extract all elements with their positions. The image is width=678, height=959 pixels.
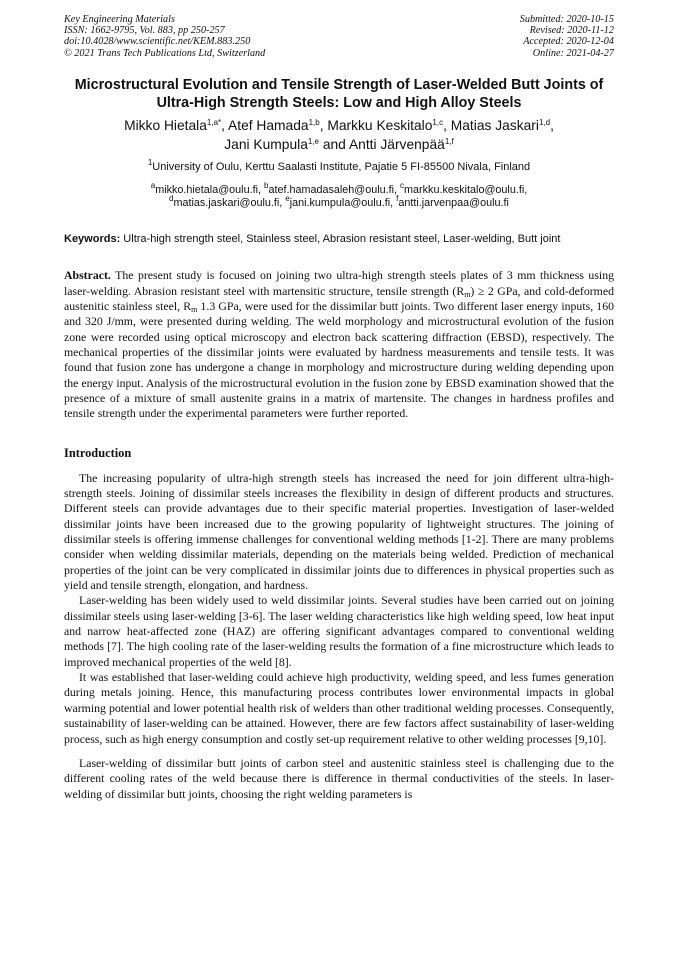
copyright-line: © 2021 Trans Tech Publications Ltd, Switzerland xyxy=(64,47,266,59)
publication-info xyxy=(64,14,265,59)
abstract-text: The present study is focused on joining two ultra-high strength steels plates of 3 mm thickness using laser-welding. Abrasion resistant steel with martensitic structure, tensile strength (R xyxy=(64,268,614,298)
author-separator: , xyxy=(319,117,328,133)
introduction-body xyxy=(64,471,614,802)
email-mark: c xyxy=(400,180,405,190)
abstract xyxy=(64,268,614,421)
doi-line: doi:10.4028/www.scientific.net/KEM.883.250 xyxy=(64,36,251,48)
email-mark: d xyxy=(169,194,174,204)
author-name: Jani Kumpula xyxy=(224,136,308,152)
email-address: antti.jarvenpaa@oulu.fi xyxy=(398,197,509,210)
affiliation-text: University of Oulu, Kerttu Saalasti Institute, Pajatie 5 FI-85500 Nivala, Finland xyxy=(152,160,531,173)
revised-date: Revised: 2020-11-12 xyxy=(529,25,614,37)
body-paragraph: It was established that laser-welding could achieve high productivity, welding speed, and less fumes generation during metals joining. Hence, this manufacturing process contributes lower environmental impacts in global warming potential and lower potential health risk of welders than other traditional welding processes. Consequently, sustainability of laser-welding can be attained. However, there are few factors affect sustainability of laser-welding process, such as high energy consumption and costly set-up requirement relative to other welding processes [9,10]. xyxy=(64,670,614,746)
author-list xyxy=(64,116,614,154)
abstract-label: Abstract. xyxy=(64,268,111,283)
section-heading-introduction: Introduction xyxy=(64,445,132,460)
author-emails xyxy=(64,180,614,211)
abstract-text: ) ≥ 2 GPa, and cold-deformed austenitic stainless steel, R xyxy=(64,283,614,313)
author-affiliation-mark: 1,e xyxy=(307,136,319,146)
body-paragraph: Laser-welding of dissimilar butt joints of carbon steel and austenitic stainless steel is challenging due to the different cooling rates of the weld because there is difference in thermal conductivities of the steels. In laser-welding of dissimilar butt joints, choosing the right welding parameters is xyxy=(64,755,614,801)
subscript: m xyxy=(191,304,198,314)
author-name: Mikko Hietala xyxy=(124,117,207,133)
author-separator: , xyxy=(221,117,229,133)
email-address: matias.jaskari@oulu.fi, xyxy=(173,197,286,210)
accepted-date: Accepted: 2020-12-04 xyxy=(523,36,614,48)
affiliation xyxy=(64,157,614,173)
author-separator: , xyxy=(443,117,451,133)
keywords xyxy=(64,232,614,246)
affiliation-mark: 1 xyxy=(147,157,153,167)
issn-line: ISSN: 1662-9795, Vol. 883, pp 250-257 xyxy=(64,25,225,37)
email-mark: b xyxy=(263,180,269,190)
author-name: Matias Jaskari xyxy=(450,117,539,133)
author-separator: and xyxy=(319,136,349,152)
author-separator: , xyxy=(550,117,554,133)
subscript: m xyxy=(464,289,471,299)
email-mark: f xyxy=(396,194,399,204)
online-date: Online: 2021-04-27 xyxy=(532,47,614,59)
email-address: mikko.hietala@oulu.fi, xyxy=(155,183,264,196)
email-address: atef.hamadasaleh@oulu.fi, xyxy=(268,183,401,196)
journal-header xyxy=(64,14,614,59)
body-paragraph: Laser-welding has been widely used to weld dissimilar joints. Several studies have been carried out on joining dissimilar steels using laser-welding [3-6]. The laser welding characteristics like high welding speed, low heat input and narrow heat-affected zone (HAZ) are offering significant advantages compared to conventional welding methods [7]. The high cooling rate of the laser-welding results the formation of a fine microstructure which leads to improved mechanical properties of the weld [8]. xyxy=(64,593,614,669)
email-mark: e xyxy=(285,194,290,204)
author-name: Markku Keskitalo xyxy=(327,117,433,133)
keywords-label: Keywords: xyxy=(64,232,121,245)
abstract-text: 1.3 GPa, were used for the dissimilar butt joints. Two different laser energy inputs, 160 and 320 J/mm, were presented during welding. The weld morphology and microstructural evolution of the fusion zone were recorded using optical microscopy and electron back scattering diffraction (EBSD), respectively. The mechanical properties of the dissimilar joints were evaluated by hardness measurements and tensile tests. It was found that fusion zone has undergone a change in morphology and microstructure during welding depending upon the energy input. Analysis of the microstructural evolution in the fusion zone by EBSD examination showed that the presence of a mixture of small austenite grains in a matrix of martensite. The changes in hardness profiles and tensile strength under the experimental parameters were further reported. xyxy=(64,298,614,421)
paper-page xyxy=(64,14,614,802)
author-affiliation-mark: 1,b xyxy=(308,117,320,127)
author-affiliation-mark: 1,c xyxy=(432,117,444,127)
author-affiliation-mark: 1,f xyxy=(444,136,454,146)
author-affiliation-mark: 1,a* xyxy=(206,117,222,127)
body-paragraph: The increasing popularity of ultra-high strength steels has increased the need for join different ultra-high-strength steels. Joining of dissimilar steels increases the flexibility in design of different products and structures. Different steels can provide advantages due to their specific material properties. Investigation of laser-welded dissimilar joints have been increased due to the growing popularity of lightweight structures. The joining of dissimilar steels is offering immense challenges for conventional welding methods [1-2]. There are many problems consider when welding dissimilar materials, depending on the materials being welded. Prediction of mechanical properties of the joint can be very complicated in dissimilar joints due to differences in physical properties such as yield and tensile strength, elongation, and hardness. xyxy=(64,470,614,593)
email-address: markku.keskitalo@oulu.fi, xyxy=(404,183,528,196)
author-affiliation-mark: 1,d xyxy=(538,117,551,127)
author-name: Atef Hamada xyxy=(228,117,309,133)
paper-title: Microstructural Evolution and Tensile Strength of Laser-Welded Butt Joints of Ultra-High Strength Steels: Low and High Alloy Steels xyxy=(74,76,604,111)
publication-dates xyxy=(520,14,614,59)
author-name: Antti Järvenpää xyxy=(348,136,445,152)
email-mark: a xyxy=(150,180,156,190)
email-address: jani.kumpula@oulu.fi, xyxy=(289,197,397,210)
submitted-date: Submitted: 2020-10-15 xyxy=(519,14,614,25)
journal-name: Key Engineering Materials xyxy=(64,14,175,25)
keywords-text: Ultra-high strength steel, Stainless steel, Abrasion resistant steel, Laser-welding, Butt joint xyxy=(120,232,561,245)
